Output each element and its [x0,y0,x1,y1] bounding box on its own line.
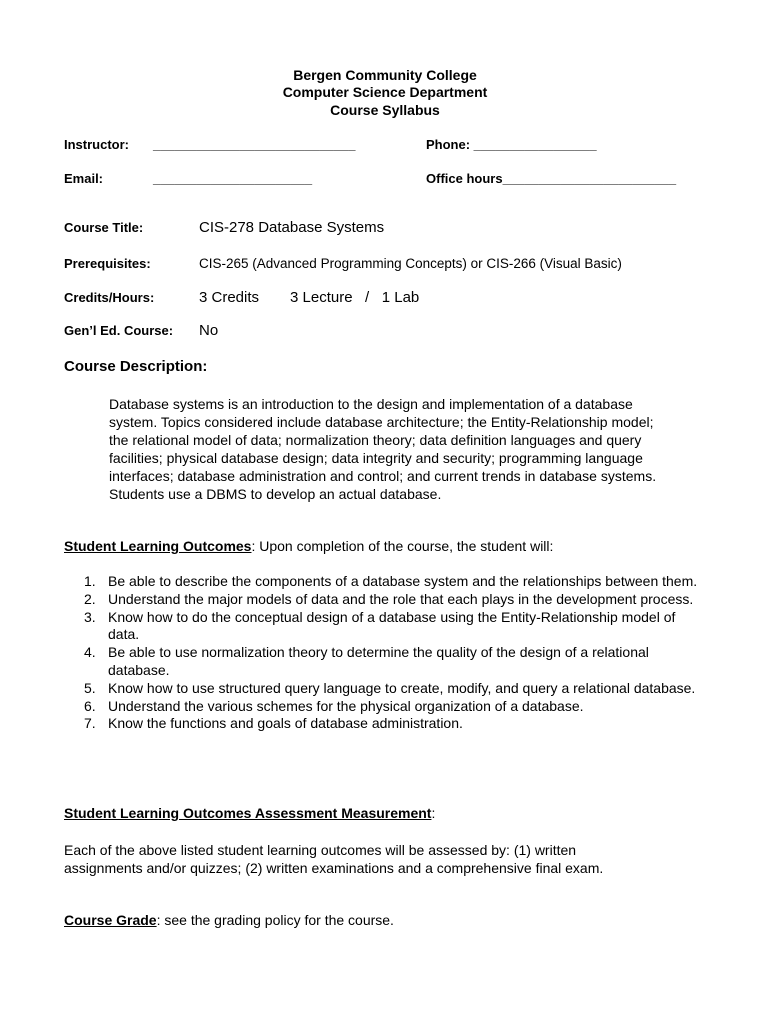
description-line: Database systems is an introduction to the design and implementation of a database [109,396,633,412]
college-name: Bergen Community College [293,67,477,83]
grade-text: : see the grading policy for the course. [156,912,394,928]
description-line: system. Topics considered include database architecture; the Entity-Relationship model; [109,414,654,430]
outcomes-intro: : Upon completion of the course, the student will: [251,538,554,554]
description-line: interfaces; database administration and control; and current trends in database systems. [109,468,657,484]
department-name: Computer Science Department [282,84,488,100]
list-item-text: Know the functions and goals of database administration. [108,715,463,732]
assessment-line: assignments and/or quizzes; (2) written examinations and a comprehensive final exam. [64,860,604,876]
outcomes-heading: Student Learning Outcomes [64,538,252,554]
description-heading: Course Description: [64,358,208,375]
list-item [84,573,708,591]
list-item [84,698,708,716]
list-item-number: 1. [84,573,96,589]
list-item-number: 2. [84,590,96,607]
outcomes-list [84,573,708,733]
email-label: Email: [64,171,104,186]
assessment-body [64,841,603,877]
gened-label: Gen’l Ed. Course: [64,323,174,338]
list-item [84,644,708,680]
list-item-text: Know how to use structured query language to create, modify, and query a relational database. [108,679,696,696]
course-title-value: CIS-278 Database Systems [199,219,385,236]
grade-line [64,912,394,928]
assessment-heading-line [64,805,435,821]
list-item-text: Be able to describe the components of a database system and the relationships between them. [108,573,698,589]
list-item-text: Understand the various schemes for the physical organization of a database. [108,697,584,714]
credits-label: Credits/Hours: [64,290,155,305]
list-item-text: Be able to use normalization theory to determine the quality of the design of a relational database. [108,644,649,678]
list-item-number: 6. [84,697,96,714]
assessment-line: Each of the above listed student learning outcomes will be assessed by: (1) written [64,842,577,858]
description-line: Students use a DBMS to develop an actual database. [109,486,442,502]
list-item-number: 7. [84,715,96,732]
list-item-number: 3. [84,608,96,625]
credits-value: 3 Credits [199,289,260,306]
hours-value: 3 Lecture / 1 Lab [290,289,420,306]
email-blank: ______________________ [153,171,313,186]
phone-label: Phone: _________________ [426,137,597,152]
assessment-heading: Student Learning Outcomes Assessment Measurement [64,805,432,821]
instructor-label: Instructor: [64,137,129,152]
list-item-text: Understand the major models of data and the role that each plays in the development process. [108,590,694,607]
list-item-text: Know how to do the conceptual design of a database using the Entity-Relationship model of data. [108,608,676,643]
prerequisites-label: Prerequisites: [64,256,151,271]
list-item [84,609,708,645]
description-line: facilities; physical database design; data integrity and security; programming language [109,450,643,466]
list-item [84,591,708,609]
list-item [84,680,708,698]
description-body [109,395,656,503]
assessment-colon: : [431,805,436,821]
course-title-label: Course Title: [64,220,144,235]
gened-value: No [199,322,219,339]
description-line: the relational model of data; normalization theory; data definition languages and query [109,432,642,448]
prerequisites-value: CIS-265 (Advanced Programming Concepts) or CIS-266 (Visual Basic) [199,256,622,271]
list-item-number: 4. [84,644,96,661]
grade-heading: Course Grade [64,912,157,928]
list-item [84,715,708,733]
list-item-number: 5. [84,679,96,696]
instructor-blank: ____________________________ [153,137,356,152]
office-hours-label: Office hours________________________ [426,171,677,186]
outcomes-heading-line [64,538,553,554]
document-title: Course Syllabus [330,102,440,118]
